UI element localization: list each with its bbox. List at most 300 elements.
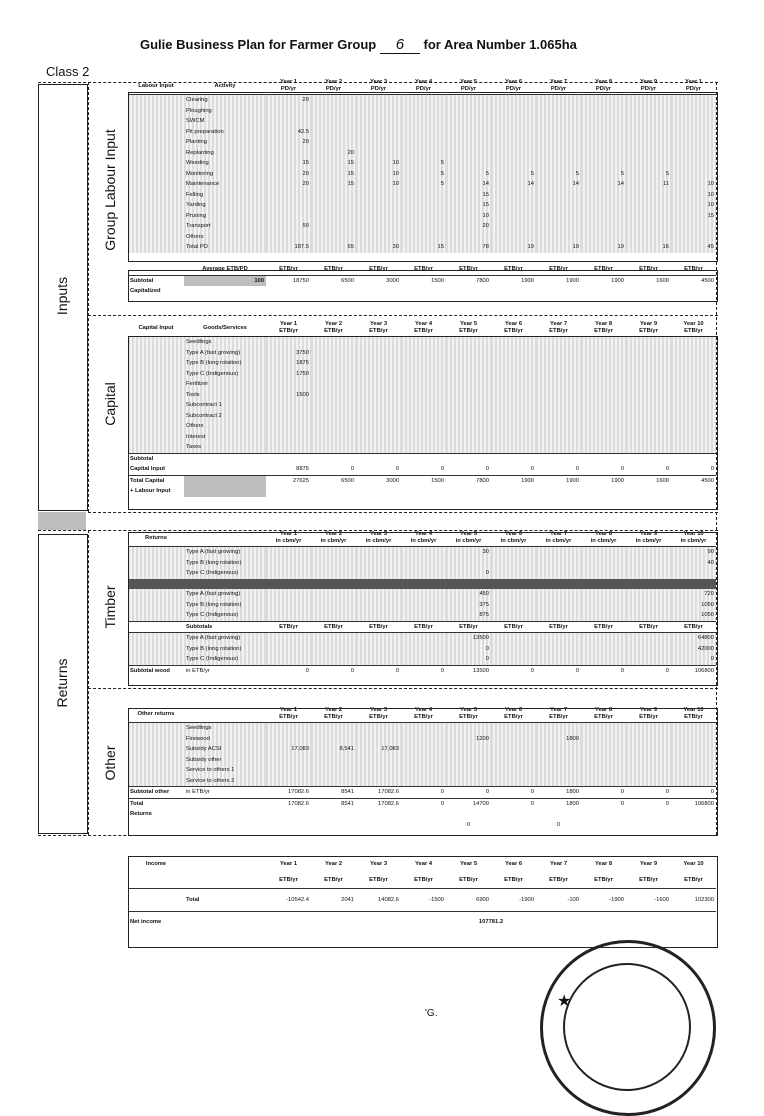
table-row (128, 579, 716, 590)
unit-cell: ETB/yr (626, 872, 671, 889)
value-cell (446, 369, 491, 380)
value-cell (536, 644, 581, 655)
value-cell (536, 95, 581, 106)
table-row (128, 358, 716, 369)
value-cell: 17082.6 (378, 800, 399, 807)
table-row (128, 169, 716, 180)
income-table (128, 856, 716, 932)
year-label: Year 8 (594, 707, 613, 713)
value-cell: 14 (536, 179, 581, 190)
value-cell (536, 600, 581, 611)
class-label: Class 2 (46, 64, 90, 79)
frame-line (88, 512, 718, 513)
value-cell (266, 558, 311, 569)
row-group-label (128, 400, 184, 411)
table-row (128, 442, 716, 453)
value-cell (626, 348, 671, 359)
value-cell (491, 116, 536, 127)
value-cell (491, 348, 536, 359)
value-cell (536, 723, 581, 734)
value-cell (356, 734, 401, 745)
value-cell (491, 589, 536, 600)
value-cell (401, 744, 446, 755)
value-cell (311, 547, 356, 558)
row-label: Firewood (184, 734, 266, 745)
value-cell (311, 116, 356, 127)
value-cell (626, 568, 671, 579)
year-unit: ETB/yr (504, 714, 523, 720)
year-label: Year 6 (504, 531, 523, 537)
row-group-label (128, 568, 184, 579)
value-cell: 875 (446, 610, 491, 621)
value-cell (626, 723, 671, 734)
value-cell (356, 610, 401, 621)
row-group-label (128, 232, 184, 243)
row-group-label (128, 734, 184, 745)
total-label: Returns (130, 811, 152, 817)
value-cell (626, 765, 671, 776)
value-cell (356, 190, 401, 201)
value-cell: 1500 (431, 477, 444, 484)
total-label: + Labour Input (130, 488, 171, 494)
divider-cell (671, 579, 716, 590)
value-cell (626, 158, 671, 169)
year-header (401, 320, 446, 337)
value-cell (491, 95, 536, 106)
subtotal-label: Subtotal (128, 453, 184, 464)
value-cell (401, 116, 446, 127)
spacer-cell (671, 453, 716, 464)
unit-cell: ETB/yr (446, 872, 491, 889)
value-cell (491, 723, 536, 734)
value-cell (311, 734, 356, 745)
section-label: Capital Input (128, 320, 184, 337)
row-label: Type A (fast growing) (184, 589, 266, 600)
year-label: Year 3 (369, 79, 388, 85)
value-cell: 10 (356, 158, 401, 169)
value-cell (581, 190, 626, 201)
table-row (128, 320, 716, 337)
year-unit: ETB/yr (639, 714, 658, 720)
row-group-label (128, 411, 184, 422)
value-cell (356, 421, 401, 432)
spacer-cell (356, 286, 401, 297)
value-cell (401, 776, 446, 787)
year-unit: ETB/yr (549, 714, 568, 720)
value-cell (311, 600, 356, 611)
value-cell (266, 148, 311, 159)
spacer-cell (311, 286, 356, 297)
year-header: Year 3 (369, 860, 388, 867)
year-header (491, 320, 536, 337)
value-cell (581, 95, 626, 106)
table-row (128, 116, 716, 127)
row-group-label (128, 95, 184, 106)
value-cell (671, 744, 716, 755)
value-cell (311, 358, 356, 369)
table-row (128, 137, 716, 148)
value-cell: 0 (356, 665, 401, 676)
row-group-label (128, 432, 184, 443)
spacer-cell (184, 475, 266, 486)
value-cell (311, 568, 356, 579)
value-cell (401, 755, 446, 766)
value-cell (626, 379, 671, 390)
value-cell (671, 358, 716, 369)
value-cell (356, 148, 401, 159)
value-cell: 5 (581, 169, 626, 180)
row-label: Type B (long rotation) (184, 600, 266, 611)
table-row (128, 706, 716, 723)
value-cell (401, 211, 446, 222)
year-label: Year 1 (279, 531, 298, 537)
value-cell (356, 127, 401, 138)
value-cell (446, 337, 491, 348)
value-cell (626, 442, 671, 453)
year-header (671, 78, 716, 95)
year-label: Year 5 (459, 531, 478, 537)
value-cell (581, 106, 626, 117)
spacer-cell (311, 809, 356, 820)
subtotal-label: Subtotal other (128, 787, 184, 799)
year-label: Year 4 (414, 321, 433, 327)
spacer-cell (626, 286, 671, 297)
value-cell (536, 137, 581, 148)
year-header (266, 530, 311, 547)
table-row (128, 558, 716, 569)
divider-cell (128, 579, 184, 590)
year-label: Year 2 (324, 79, 343, 85)
value-cell (356, 337, 401, 348)
value-cell: 17,083 (356, 744, 401, 755)
value-cell: 15 (311, 179, 356, 190)
year-header (491, 78, 536, 95)
value-cell: 10 (671, 190, 716, 201)
value-cell: 3000 (386, 477, 399, 484)
value-cell: -1500 (401, 889, 446, 912)
value-cell (311, 644, 356, 655)
row-label: Ploughing (184, 106, 266, 117)
value-cell (401, 765, 446, 776)
value-cell: 1900 (521, 477, 534, 484)
value-cell (311, 776, 356, 787)
year-label: Year 5 (459, 79, 478, 85)
divider-cell (401, 579, 446, 590)
row-label: Type B (long rotation) (184, 358, 266, 369)
year-unit: ETB/yr (324, 714, 343, 720)
spacer-cell (581, 486, 626, 497)
group-labour-input-label: Group Labour Input (102, 129, 118, 251)
row-label: Others (184, 232, 266, 243)
value-cell (266, 432, 311, 443)
value-cell (311, 379, 356, 390)
value-cell: 15 (446, 190, 491, 201)
spacer-cell (626, 820, 671, 831)
unit-cell: ETB/yr (536, 264, 581, 275)
value-cell (266, 633, 311, 644)
table-row (128, 787, 716, 799)
divider-cell (311, 579, 356, 590)
value-cell (446, 348, 491, 359)
year-header (446, 706, 491, 723)
unit-cell: ETB/yr (356, 621, 401, 633)
spacer-cell (581, 820, 626, 831)
table-row (128, 421, 716, 432)
value-cell (491, 148, 536, 159)
value-cell (311, 390, 356, 401)
spacer-cell (626, 809, 671, 820)
row-group-label (128, 442, 184, 453)
row-group-label (128, 179, 184, 190)
value-cell: 14 (581, 179, 626, 190)
value-cell (671, 379, 716, 390)
row-group-label (128, 337, 184, 348)
row-group-label (128, 723, 184, 734)
value-cell (401, 369, 446, 380)
unit-cell: ETB/yr (311, 264, 356, 275)
year-label: Year 1 (279, 321, 298, 327)
value-cell: 42000 (671, 644, 716, 655)
year-label: Year 7 (549, 321, 568, 327)
value-cell: 5 (626, 169, 671, 180)
year-header (536, 78, 581, 95)
value-cell (401, 600, 446, 611)
value-cell (356, 723, 401, 734)
value-cell (356, 765, 401, 776)
divider-cell (266, 579, 311, 590)
value-cell (536, 337, 581, 348)
table-row (128, 809, 716, 820)
value-cell (311, 589, 356, 600)
row-group-label (128, 369, 184, 380)
spacer-cell (128, 889, 184, 912)
spacer-cell (266, 486, 311, 497)
value-cell: 1050 (671, 610, 716, 621)
unit-cell: ETB/yr (356, 264, 401, 275)
value-cell (626, 654, 671, 665)
value-cell: -1900 (581, 889, 626, 912)
value-cell (536, 106, 581, 117)
value-cell: 0 (311, 464, 356, 475)
column-header (184, 706, 266, 723)
value-cell (626, 589, 671, 600)
year-unit: ETB/yr (324, 328, 343, 334)
year-header (356, 320, 401, 337)
row-label: Type C (Indigenous) (184, 369, 266, 380)
year-label: Year 4 (414, 531, 433, 537)
value-cell (311, 200, 356, 211)
year-unit: ETB/yr (279, 714, 298, 720)
title-prefix: Gulie Business Plan for Farmer Group (140, 37, 377, 52)
row-group-label (128, 221, 184, 232)
value-cell (491, 337, 536, 348)
value-cell (266, 723, 311, 734)
year-unit: PD/yr (325, 86, 342, 92)
value-cell (446, 95, 491, 106)
row-label: Type C (Indigenous) (184, 610, 266, 621)
value-cell (356, 600, 401, 611)
row-group-label (128, 644, 184, 655)
value-cell (491, 379, 536, 390)
value-cell (536, 390, 581, 401)
spacer-cell (536, 486, 581, 497)
value-cell: 0 (581, 665, 626, 676)
row-group-label (128, 654, 184, 665)
value-cell (266, 776, 311, 787)
spacer-cell (671, 820, 716, 831)
value-cell: 27625 (292, 477, 309, 484)
value-cell: 8541 (311, 787, 356, 799)
table-row (128, 621, 716, 633)
table-row (128, 106, 716, 117)
spacer-cell (491, 453, 536, 464)
value-cell (536, 148, 581, 159)
year-header: Year 10 (683, 860, 704, 867)
column-header (184, 530, 266, 547)
value-cell: 0 (530, 800, 534, 807)
value-cell: 10 (671, 200, 716, 211)
value-cell (581, 137, 626, 148)
value-cell: 15 (266, 158, 311, 169)
value-cell: 1900 (521, 277, 534, 284)
value-cell: 1750 (266, 369, 311, 380)
table-row (128, 348, 716, 359)
value-cell: -1900 (491, 889, 536, 912)
value-cell (356, 547, 401, 558)
row-group-label (128, 765, 184, 776)
spacer-cell (184, 809, 266, 820)
value-cell (581, 432, 626, 443)
value-cell (401, 633, 446, 644)
row-label: Tools (184, 390, 266, 401)
year-unit: ETB/yr (369, 328, 388, 334)
spacer-cell (356, 820, 401, 831)
value-cell: -100 (536, 889, 581, 912)
value-cell (266, 400, 311, 411)
spacer-cell (446, 486, 491, 497)
capitalized-label: Capitalized (130, 288, 161, 294)
value-cell (356, 411, 401, 422)
table-row (128, 912, 716, 933)
value-cell (356, 232, 401, 243)
table-row (128, 644, 716, 655)
value-cell (581, 127, 626, 138)
value-cell (401, 348, 446, 359)
year-label: Year 5 (459, 707, 478, 713)
value-cell (491, 442, 536, 453)
year-header (671, 530, 716, 547)
value-cell (536, 116, 581, 127)
value-cell (626, 411, 671, 422)
year-header (536, 320, 581, 337)
year-label: Year 1 (279, 79, 298, 85)
value-cell (491, 755, 536, 766)
table-row (128, 765, 716, 776)
value-cell (626, 432, 671, 443)
value-cell: 0 (401, 464, 446, 475)
year-header (626, 706, 671, 723)
value-cell: 375 (446, 600, 491, 611)
value-cell: 20 (266, 95, 311, 106)
value-cell (536, 755, 581, 766)
value-cell (626, 390, 671, 401)
value-cell: 17082.6 (266, 787, 311, 799)
value-cell (626, 95, 671, 106)
value-cell (491, 633, 536, 644)
unit-cell: ETB/yr (311, 621, 356, 633)
year-unit: ETB/yr (414, 714, 433, 720)
table-row (128, 744, 716, 755)
year-unit: PD/yr (370, 86, 387, 92)
spacer-cell (128, 872, 184, 889)
value-cell (581, 776, 626, 787)
value-cell: 10 (356, 179, 401, 190)
year-label: Year 2 (324, 531, 343, 537)
value-cell (626, 358, 671, 369)
value-cell (356, 200, 401, 211)
value-cell (311, 400, 356, 411)
value-cell (401, 400, 446, 411)
table-row (128, 820, 716, 831)
table-row (128, 856, 716, 872)
row-label: Monitoring (184, 169, 266, 180)
labour-subtotal-table (128, 264, 716, 297)
year-unit: ETB/yr (369, 714, 388, 720)
value-cell (356, 95, 401, 106)
table-row (128, 242, 716, 253)
value-cell (446, 390, 491, 401)
value-cell (536, 654, 581, 665)
income-label: Income (145, 860, 167, 867)
unit-cell: ETB/yr (491, 872, 536, 889)
value-cell (446, 723, 491, 734)
row-label: Type A (fast growing) (184, 633, 266, 644)
value-cell: 13500 (446, 633, 491, 644)
year-unit: in cbm/yr (275, 538, 302, 544)
value-cell (671, 148, 716, 159)
value-cell (626, 610, 671, 621)
value-cell (446, 232, 491, 243)
value-cell: 0 (536, 464, 581, 475)
year-header (536, 706, 581, 723)
year-header: Year 1 (279, 860, 298, 867)
table-row (128, 600, 716, 611)
value-cell (581, 644, 626, 655)
year-unit: in cbm/yr (635, 538, 662, 544)
unit-cell: ETB/yr (446, 621, 491, 633)
net-income-value: 107781.2 (478, 918, 504, 925)
value-cell (266, 337, 311, 348)
year-header (581, 320, 626, 337)
unit-cell: ETB/yr (536, 872, 581, 889)
value-cell (311, 348, 356, 359)
value-cell (491, 558, 536, 569)
table-row (128, 665, 716, 676)
row-group-label (128, 169, 184, 180)
spacer-cell (266, 286, 311, 297)
value-cell: 17,083 (266, 744, 311, 755)
value-cell (401, 411, 446, 422)
value-cell (491, 158, 536, 169)
unit-cell: ETB/yr (401, 264, 446, 275)
year-label: Year 7 (549, 79, 568, 85)
year-unit: in cbm/yr (410, 538, 437, 544)
value-cell (266, 765, 311, 776)
value-cell (401, 200, 446, 211)
value-cell (266, 411, 311, 422)
table-row (128, 200, 716, 211)
year-label: Year 10 (683, 707, 704, 713)
